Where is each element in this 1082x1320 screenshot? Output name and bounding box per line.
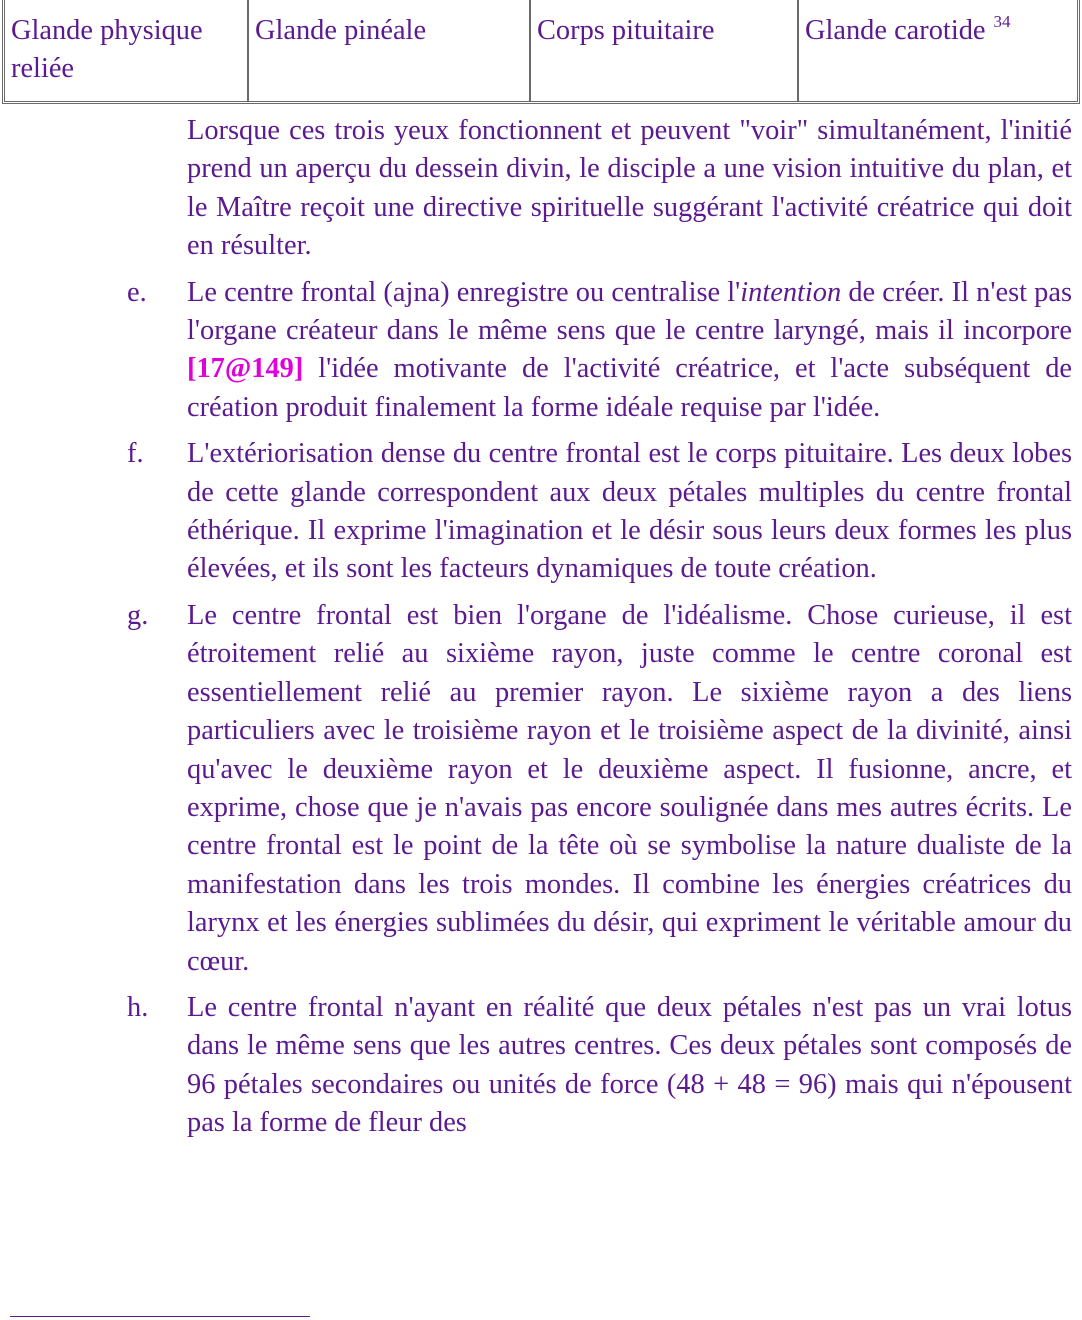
list-item-f	[127, 435, 1072, 589]
table-cell-pineal	[249, 0, 531, 101]
footnote-separator	[10, 1316, 310, 1317]
cell-text: Glande pinéale	[255, 15, 427, 46]
table-cell-physical-gland	[5, 0, 249, 101]
list-item-h	[127, 989, 1072, 1143]
list-marker: e.	[127, 276, 147, 308]
list-marker: f.	[127, 438, 144, 470]
table-cell-pituitary	[531, 0, 799, 101]
page-reference-link[interactable]: [17@149]	[187, 353, 304, 385]
cell-text: Glande carotide	[805, 15, 986, 46]
item-text: Le centre frontal n'ayant en réalité que deux pétales n'est pas un vrai lotus dans le même sens que les autres centres. Ces deux pétales sont composés de 96 pétales secondaires ou unités de force (48 + 48 = 96) mais qui n'épousent pas la forme de fleur des	[187, 991, 1072, 1139]
cell-text: Glande physique reliée	[11, 15, 203, 84]
table-cell-carotid	[799, 0, 1077, 101]
gland-table	[2, 0, 1080, 104]
document-body	[0, 112, 1082, 1151]
list-item-e	[127, 274, 1072, 428]
cell-text: Corps pituitaire	[537, 15, 715, 46]
item-text: Le centre frontal (ajna) enregistre ou centralise l'	[187, 276, 741, 308]
list-marker: h.	[127, 991, 149, 1023]
table-row	[5, 0, 1077, 101]
footnote-reference[interactable]: 34	[993, 12, 1011, 31]
item-text: l'idée motivante de l'activité créatrice, et l'acte subséquent de création produit finalement la forme idéale requise par l'idée.	[187, 353, 1072, 423]
emphasis-text: intention	[740, 276, 842, 308]
item-text: de créer. Il n'est pas l'organe créateur dans le même sens que le centre laryngé, mais il incorpore	[187, 276, 1072, 347]
list-marker: g.	[127, 599, 149, 631]
list-item-g	[127, 597, 1072, 981]
intro-paragraph: Lorsque ces trois yeux fonctionnent et peuvent "voir" simultanément, l'initié prend un aperçu du dessein divin, le disciple a une vision intuitive du plan, et le Maître reçoit une directive spirituelle suggérant l'activité créatrice qui doit en résulter.	[187, 115, 1072, 262]
item-text: Le centre frontal est bien l'organe de l'idéalisme. Chose curieuse, il est étroitement relié au sixième rayon, juste comme le centre coronal est essentiellement relié au premier rayon. Le sixième rayon a des liens particuliers avec le troisième rayon et le troisième aspect de la divinité, ainsi qu'avec le deuxième rayon et le deuxième aspect. Il fusionne, ancre, et exprime, chose que je n'avais pas encore soulignée dans mes autres écrits. Le centre frontal est le point de la tête où se symbolise la nature dualiste de la manifestation dans les trois mondes. Il combine les énergies créatrices du larynx et les énergies sublimées du désir, qui expriment le véritable amour du cœur.	[187, 599, 1072, 977]
item-text: L'extériorisation dense du centre frontal est le corps pituitaire. Les deux lobes de cette glande correspondent aux deux pétales multiples du centre frontal éthérique. Il exprime l'imagination et le désir sous leurs deux formes les plus élevées, et ils sont les facteurs dynamiques de toute création.	[187, 438, 1072, 585]
